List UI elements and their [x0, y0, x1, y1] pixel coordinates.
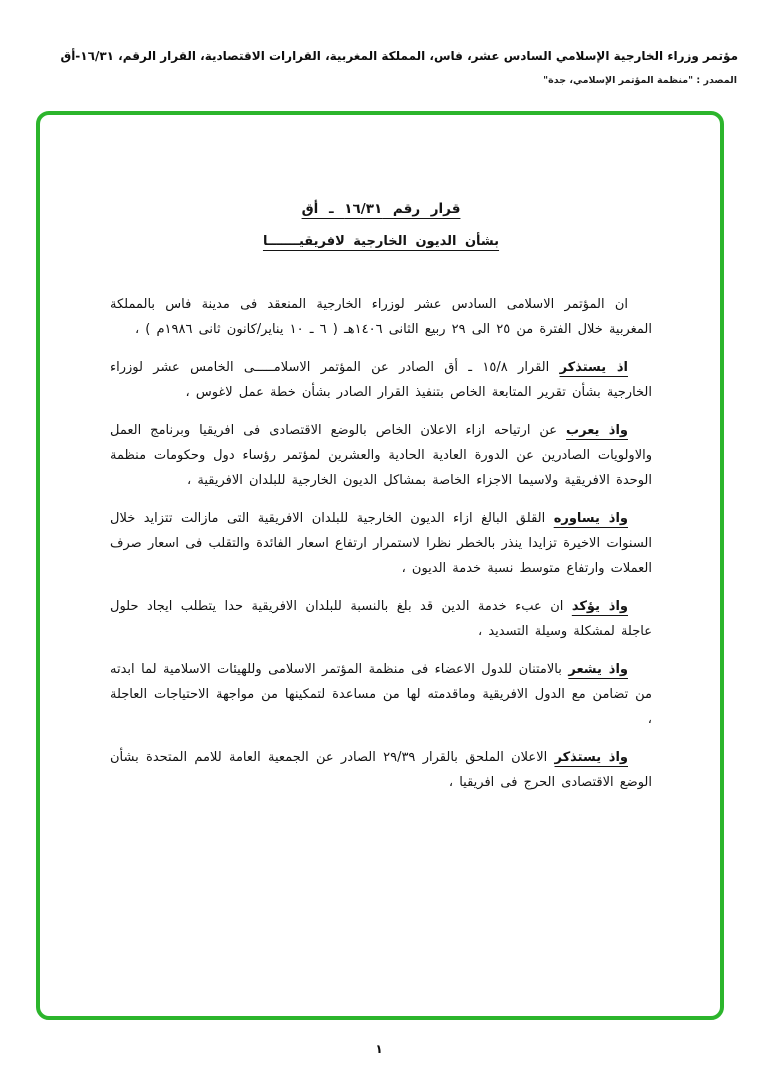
resolution-title: [110, 197, 652, 222]
paragraph-deep-concern: [110, 506, 652, 581]
paragraph-lead: اذ يستذكر: [559, 360, 628, 375]
paragraph-lead: واذ يعرب: [566, 423, 628, 438]
paragraph-preamble: [110, 292, 652, 342]
paragraph-lead: واذ يستذكر: [554, 750, 628, 765]
paragraph-lead: واذ يشعر: [568, 662, 628, 677]
paragraph-lead: واذ يساوره: [553, 511, 628, 526]
paragraph-affirming: [110, 594, 652, 644]
paragraph-recalling-resolution: [110, 355, 652, 405]
resolution-subject: [110, 229, 652, 254]
paragraph-gratitude: [110, 657, 652, 732]
paragraph-text: القلق البالغ ازاء الديون الخارجية للبلدان الافريقية التى مازالت تتزايد خلال السنوات الاخيرة تزايدا ينذر بالخطر نظرا لاستمرار ارتفاع اسعار الفائدة والتقلب فى اسعار صرف العملات وارتفاع متوسط نسبة خدمة الديون ،: [110, 511, 652, 576]
paragraph-recalling-declaration: [110, 745, 652, 795]
paragraph-text: القرار ١٥/٨ ـ أق الصادر عن المؤتمر الاسلامـــــى الخامس عشر لوزراء الخارجية بشأن تقرير المتابعة الخاص بتنفيذ القرار الصادر بشأن خطة عمل لاغوس ،: [110, 360, 652, 400]
citation-header-line: مؤتمر وزراء الخارجية الإسلامي السادس عشر، فاس، المملكة المغربية، القرارات الاقتصادية، القرار الرقم، ١٦/٣١-أق: [60, 49, 738, 63]
source-line: المصدر : "منظمة المؤتمر الإسلامي، جدة": [543, 75, 737, 86]
paragraph-lead: واذ يؤكد: [571, 599, 629, 614]
paragraph-text: ان عبء خدمة الدين قد بلغ بالنسبة للبلدان الافريقية حدا يتطلب ايجاد حلول عاجلة لمشكلة وسيلة التسديد ،: [110, 599, 652, 639]
page-number: ١: [375, 1042, 383, 1056]
document-content: [40, 115, 720, 1016]
paragraph-text: عن ارتياحه ازاء الاعلان الخاص بالوضع الاقتصادى فى افريقيا وبرنامج العمل والاولويات الصادرين عن الدورة العادية الحادية والعشرين لمؤتمر رؤساء دول وحكومات منظمة الوحدة الافريقية ولاسيما الاجزاء الخاصة بمشاكل الديون الخارجية للبلدان الافريقية ،: [110, 423, 652, 488]
paragraph-expressing-satisfaction: [110, 418, 652, 493]
paragraph-text: ان المؤتمر الاسلامى السادس عشر لوزراء الخارجية المنعقد فى مدينة فاس بالمملكة المغربية خلال الفترة من ٢٥ الى ٢٩ ربيع الثانى ١٤٠٦هـ ( ٦ ـ ١٠ يناير/كانون ثانى ١٩٨٦م ) ،: [110, 297, 652, 337]
paragraph-text: الاعلان الملحق بالقرار ٢٩/٣٩ الصادر عن الجمعية العامة للامم المتحدة بشأن الوضع الاقتصادى الحرج فى افريقيا ،: [110, 750, 652, 790]
paragraph-text: بالامتنان للدول الاعضاء فى منظمة المؤتمر الاسلامى وللهيئات الاسلامية لما ابدته من تضامن مع الدول الافريقية وماقدمته لها من مساعدة لتمكينها من مواجهة الاحتياجات العاجلة ،: [110, 662, 652, 727]
scanned-document-frame: [36, 111, 724, 1020]
resolution-subject-text: بشأن الديون الخارجية لافريقيـــــــا: [262, 234, 500, 249]
resolution-title-text: قرار رقم ١٦/٣١ ـ أق: [301, 201, 461, 217]
